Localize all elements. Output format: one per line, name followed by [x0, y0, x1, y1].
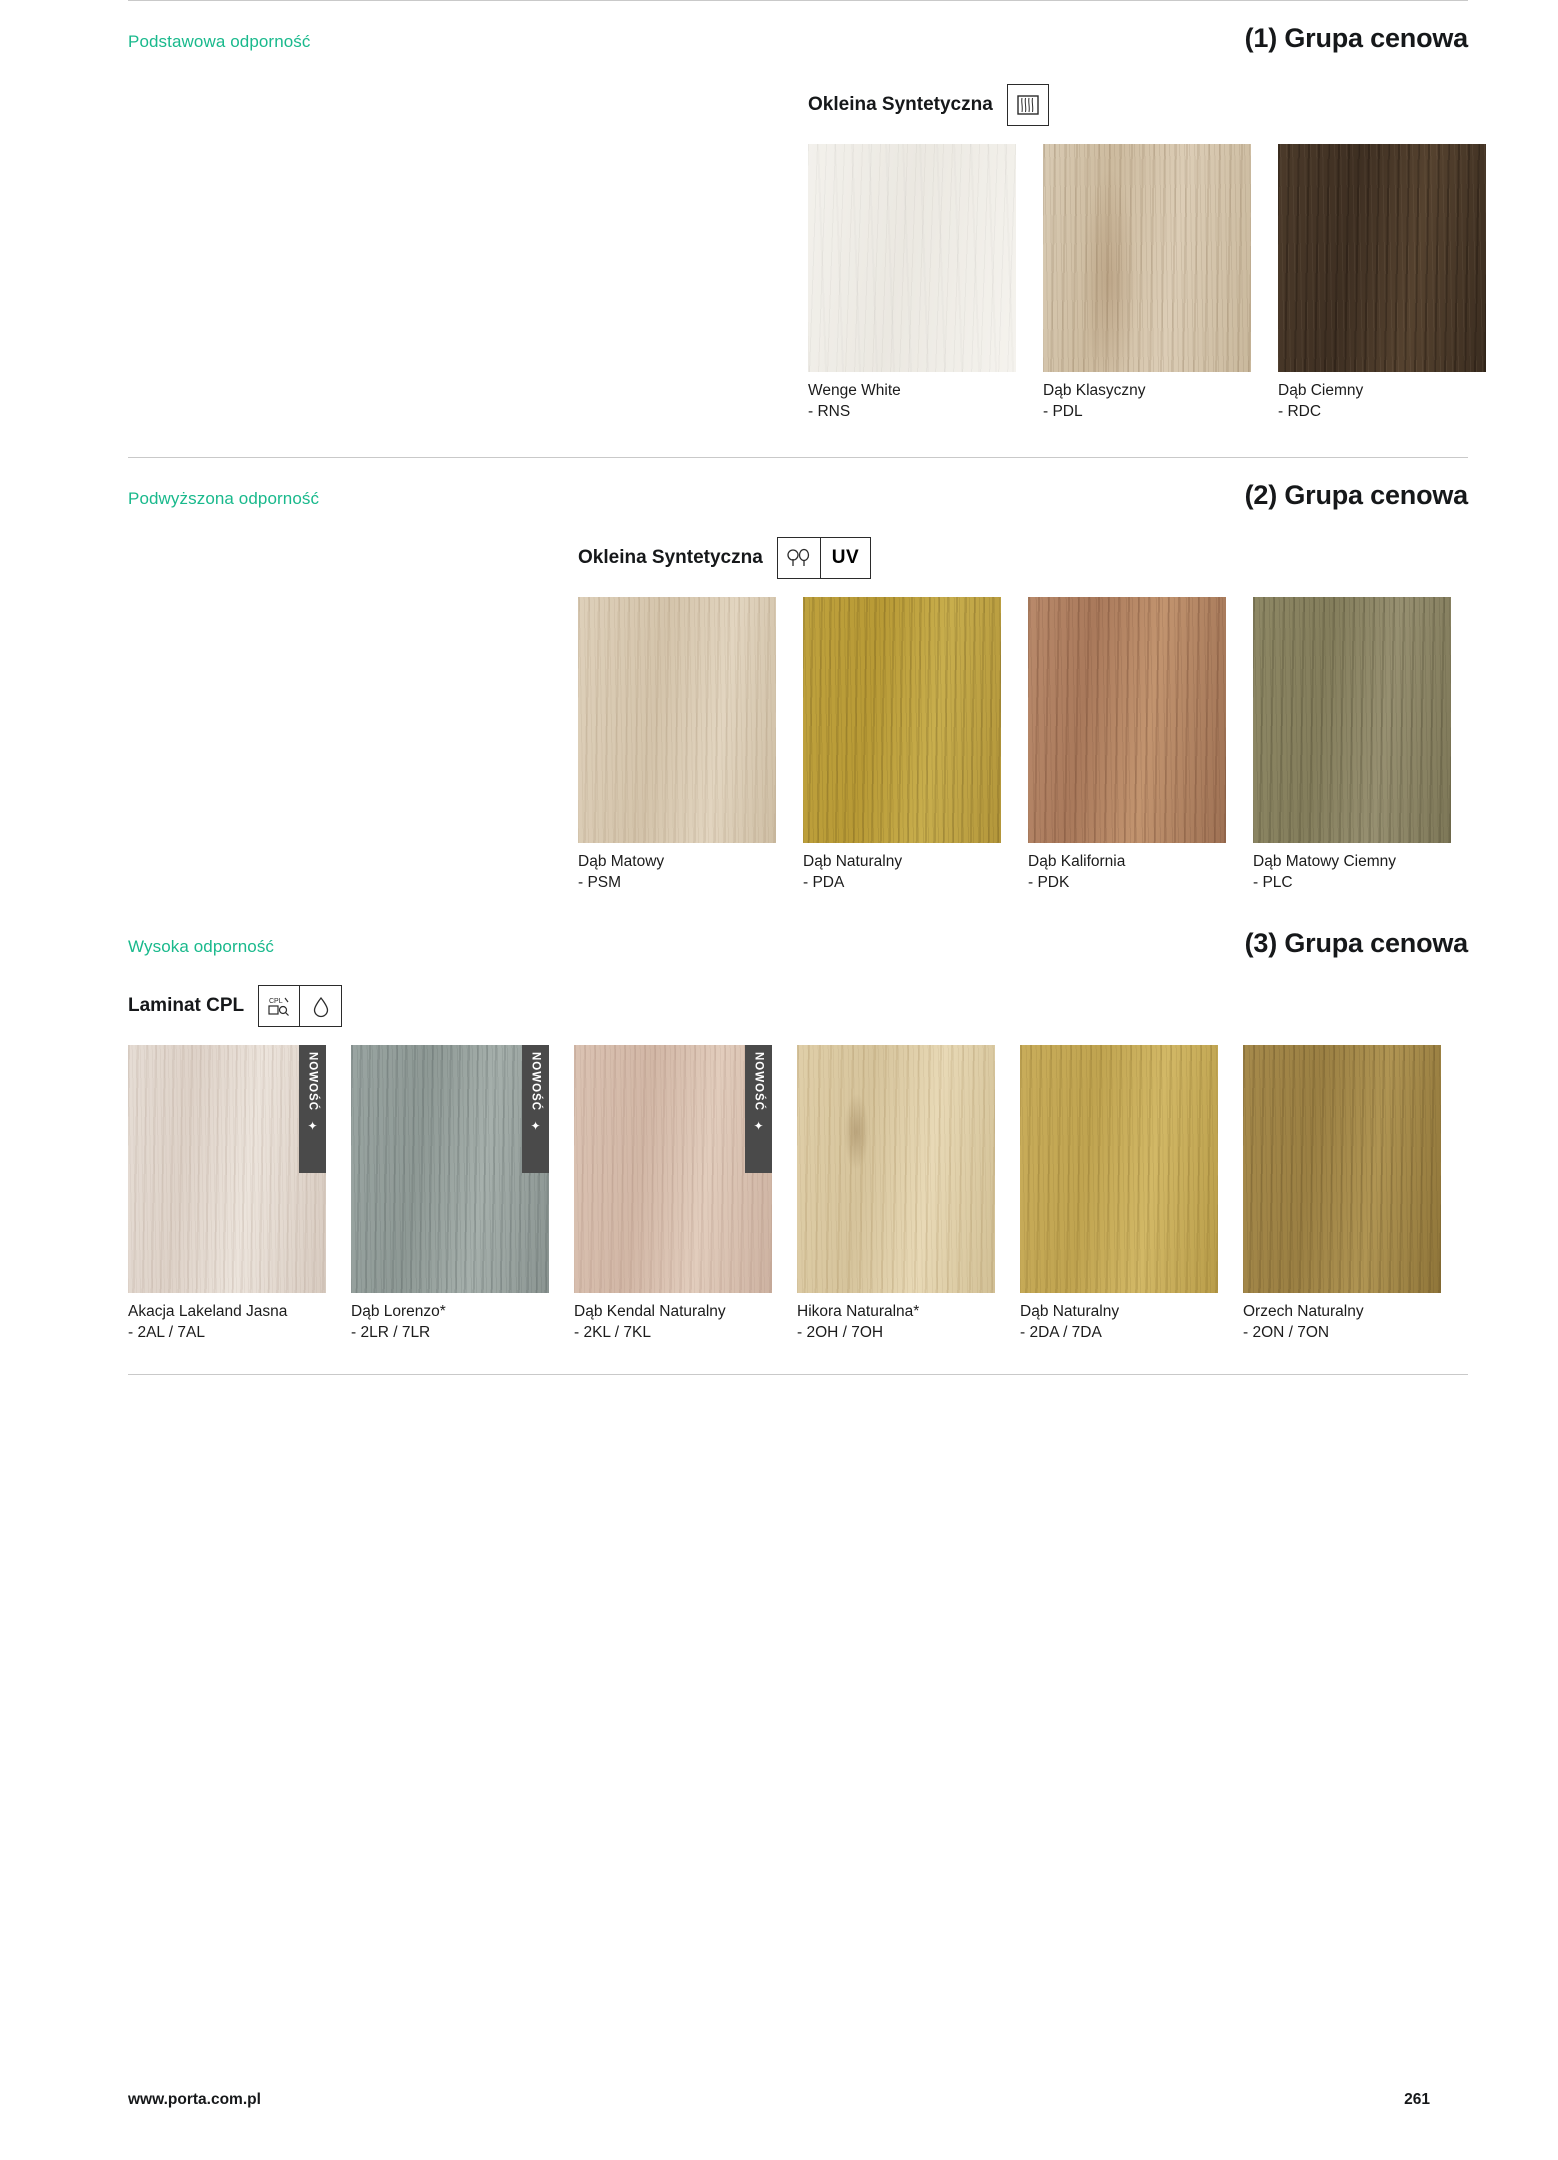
swatch-item[interactable]: [1243, 1045, 1441, 1344]
price-group-label-3: (3) Grupa cenowa: [1244, 927, 1468, 958]
page-content: [128, 0, 1468, 1375]
swatch-item[interactable]: [808, 144, 1016, 423]
swatch-chip: [128, 1045, 326, 1293]
swatch-caption: Dąb Matowy Ciemny - PLC: [1253, 852, 1396, 891]
swatch-caption: Dąb Matowy - PSM: [578, 852, 665, 891]
section-header-2: [128, 458, 1468, 511]
swatch-chip: [1278, 144, 1486, 372]
divider-bottom: [128, 1374, 1468, 1375]
swatch-chip: [1253, 597, 1451, 843]
swatch-item[interactable]: [1278, 144, 1486, 423]
swatch-item[interactable]: [1253, 597, 1451, 894]
resistance-label-1: Podstawowa odporność: [128, 32, 311, 51]
swatch-chip: [578, 597, 776, 843]
swatch-chip: [351, 1045, 549, 1293]
swatch-chip: [1243, 1045, 1441, 1293]
swatch-chip: [1028, 597, 1226, 843]
sparkle-icon: ✦: [530, 1118, 541, 1133]
swatch-chip: [797, 1045, 995, 1293]
page-number: 261: [1404, 2091, 1430, 2108]
swatch-item[interactable]: [128, 1045, 326, 1344]
swatch-item[interactable]: [803, 597, 1001, 894]
icon-group-2: [777, 537, 871, 579]
swatch-chip: [574, 1045, 772, 1293]
new-badge-label: NOWOŚĆ: [529, 1051, 542, 1111]
trees-icon: [777, 537, 821, 579]
swatch-grid-2: [578, 597, 1468, 894]
swatch-chip: [808, 144, 1016, 372]
icon-group-3: [258, 985, 342, 1027]
wood-grain-icon: [1007, 84, 1049, 126]
section-header-3: [128, 894, 1468, 959]
material-title-3: Laminat CPL: [128, 994, 245, 1016]
price-group-label-1: (1) Grupa cenowa: [1244, 23, 1468, 53]
section-header-1: [128, 1, 1468, 54]
swatch-item[interactable]: [1043, 144, 1251, 423]
swatch-caption: Dąb Naturalny - PDA: [803, 852, 903, 891]
material-title-2: Okleina Syntetyczna: [578, 546, 763, 568]
swatch-caption: Dąb Ciemny - RDC: [1278, 382, 1364, 420]
swatch-item[interactable]: [351, 1045, 549, 1344]
swatch-item[interactable]: [1020, 1045, 1218, 1344]
material-row-1: [808, 84, 1468, 126]
swatch-caption: Dąb Naturalny - 2DA / 7DA: [1020, 1302, 1120, 1341]
material-row-3: [128, 985, 1468, 1027]
resistance-label-3: Wysoka odporność: [128, 936, 275, 956]
resistance-label-2: Podwyższona odporność: [128, 488, 320, 508]
page-footer: [128, 2040, 1430, 2160]
new-badge: [522, 1045, 549, 1173]
sparkle-icon: ✦: [307, 1118, 318, 1133]
swatch-item[interactable]: [578, 597, 776, 894]
swatch-item[interactable]: [574, 1045, 772, 1344]
swatch-caption: Hikora Naturalna* - 2OH / 7OH: [797, 1302, 920, 1341]
swatch-item[interactable]: [1028, 597, 1226, 894]
swatch-grid-3: [128, 1045, 1468, 1344]
price-group-label-2: (2) Grupa cenowa: [1244, 479, 1468, 510]
new-badge: [745, 1045, 772, 1173]
new-badge-label: NOWOŚĆ: [306, 1051, 319, 1111]
material-title-1: Okleina Syntetyczna: [808, 94, 993, 115]
swatch-caption: Dąb Kalifornia - PDK: [1028, 852, 1126, 891]
website-link[interactable]: www.porta.com.pl: [128, 2091, 261, 2108]
swatch-chip: [1020, 1045, 1218, 1293]
swatch-chip: [803, 597, 1001, 843]
swatch-chip: [1043, 144, 1251, 372]
swatch-caption: Orzech Naturalny - 2ON / 7ON: [1243, 1302, 1364, 1341]
swatch-item[interactable]: [797, 1045, 995, 1344]
material-row-2: [578, 537, 1468, 579]
water-drop-icon: [300, 985, 342, 1027]
uv-icon: UV: [821, 537, 871, 579]
swatch-grid-1: [808, 144, 1468, 423]
sparkle-icon: ✦: [753, 1118, 764, 1133]
new-badge: [299, 1045, 326, 1173]
icon-group-1: [1007, 84, 1049, 126]
swatch-caption: Dąb Kendal Naturalny - 2KL / 7KL: [574, 1302, 726, 1341]
svg-text:CPL: CPL: [269, 997, 283, 1005]
swatch-caption: Dąb Lorenzo* - 2LR / 7LR: [351, 1302, 446, 1341]
swatch-caption: Dąb Klasyczny - PDL: [1043, 382, 1146, 420]
new-badge-label: NOWOŚĆ: [752, 1051, 765, 1111]
swatch-caption: Wenge White - RNS: [808, 382, 901, 420]
cpl-icon: [258, 985, 300, 1027]
swatch-caption: Akacja Lakeland Jasna - 2AL / 7AL: [128, 1302, 288, 1341]
